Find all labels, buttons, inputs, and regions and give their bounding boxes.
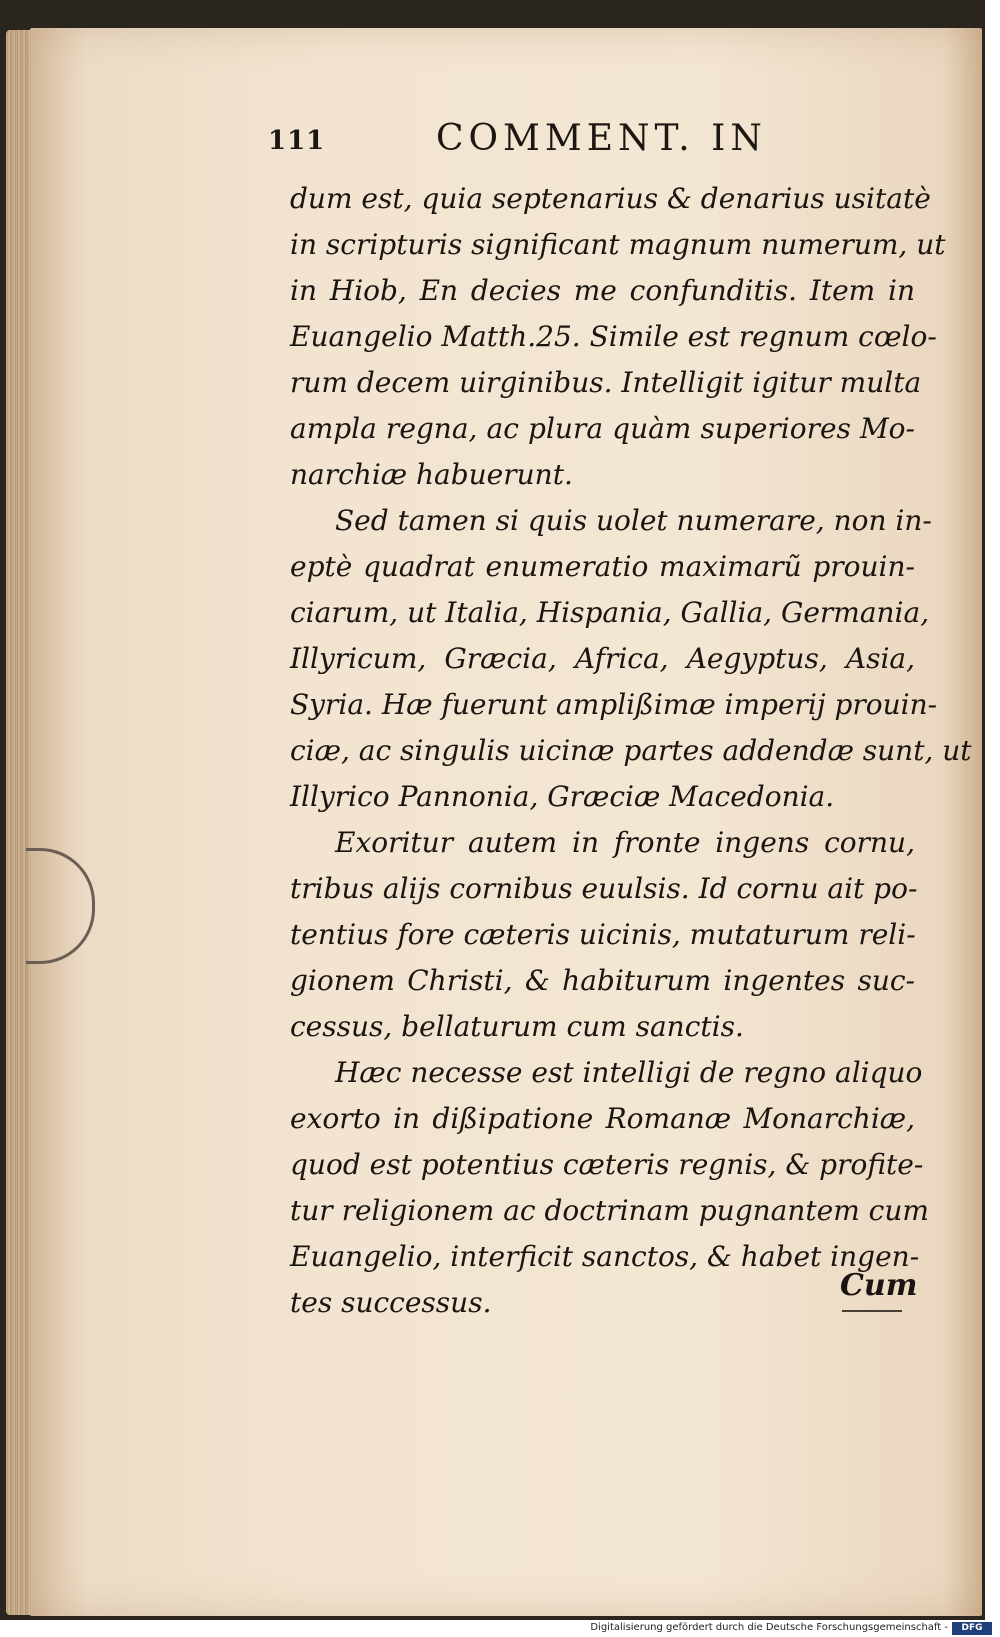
text-line: tur religionem ac doctrinam pugnantem cum [290, 1194, 929, 1227]
body-text [290, 176, 972, 1326]
text-line: Exoritur autem in fronte ingens cornu, [335, 826, 915, 859]
text-line: ciarum, ut Italia, Hispania, Gallia, Germania, [290, 596, 930, 629]
page-header [268, 118, 788, 168]
text-line: rum decem uirginibus. Intelligit igitur multa [290, 366, 922, 399]
text-line: Hæc necesse est intelligi de regno aliquo [335, 1056, 923, 1089]
running-head: COMMENT. IN [436, 118, 767, 159]
text-line: gionem Christi, & habiturum ingentes suc- [290, 964, 915, 997]
text-line: Sed tamen si quis uolet numerare, non in- [335, 504, 932, 537]
catchword: Cum [840, 1268, 918, 1303]
text-line: ampla regna, ac plura quàm superiores Mo- [290, 412, 915, 445]
text-line: ciæ, ac singulis uicinæ partes addendæ sunt, ut [290, 734, 972, 767]
funding-credit: Digitalisierung gefördert durch die Deutsche Forschungsgemeinschaft - [590, 1622, 948, 1633]
text-line: cessus, bellaturum cum sanctis. [290, 1010, 744, 1043]
text-line: tribus alijs cornibus euulsis. Id cornu ait po- [290, 872, 918, 905]
paragraph-3 [290, 820, 918, 1050]
paragraph-2 [290, 498, 972, 820]
text-line: tentius fore cæteris uicinis, mutaturum reli- [290, 918, 916, 951]
text-line: in scripturis significant magnum numerum, ut [290, 228, 946, 261]
text-line: Euangelio, interficit sanctos, & habet ingen- [290, 1240, 920, 1273]
catchword-rule [842, 1310, 902, 1312]
bookmark-ribbon [26, 848, 95, 964]
text-line: Illyrico Pannonia, Græciæ Macedonia. [290, 780, 835, 813]
text-line: exorto in dißipatione Romanæ Monarchiæ, [290, 1102, 915, 1135]
text-line: Syria. Hæ fuerunt amplißimæ imperij prouin- [290, 688, 938, 721]
dfg-logo-icon: DFG [952, 1622, 992, 1635]
text-line: in Hiob, En decies me confunditis. Item in [290, 274, 915, 307]
paragraph-1 [290, 176, 946, 498]
text-line: Euangelio Matth.25. Simile est regnum cœlo- [290, 320, 937, 353]
folio-number: 111 [268, 126, 326, 156]
digitization-footer [0, 1620, 1000, 1637]
text-line: tes successus. [290, 1286, 492, 1319]
text-line: dum est, quia septenarius & denarius usitatè [290, 182, 931, 215]
paragraph-4 [290, 1050, 929, 1326]
text-line: quod est potentius cæteris regnis, & profite- [290, 1148, 924, 1181]
text-line: narchiæ habuerunt. [290, 458, 573, 491]
text-line: eptè quadrat enumeratio maximarũ prouin- [290, 550, 915, 583]
text-line: Illyricum, Græcia, Africa, Aegyptus, Asia, [290, 642, 915, 675]
